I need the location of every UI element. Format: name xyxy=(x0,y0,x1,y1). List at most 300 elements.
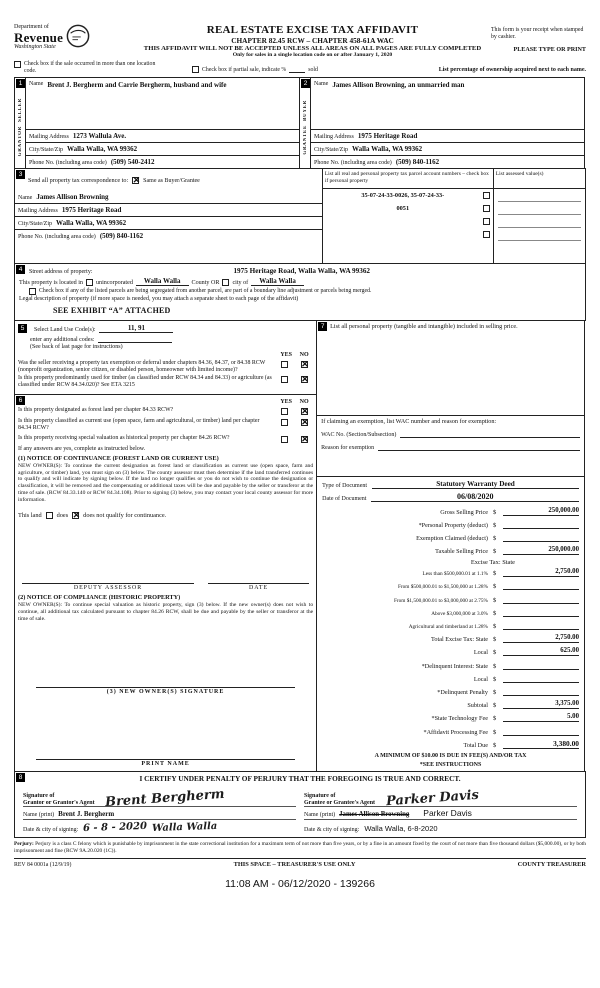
s6-q1-no-checkbox[interactable] xyxy=(301,408,308,415)
corr-address-value: 1975 Heritage Road xyxy=(61,206,122,215)
grantee-name-print-row xyxy=(304,807,577,820)
dept-small: Department of xyxy=(14,24,49,31)
notice-continuance-title: (1) NOTICE OF CONTINUANCE (FOREST LAND OR CURRENT USE) xyxy=(18,454,219,462)
corr-csz-row xyxy=(15,217,322,230)
dollar-sign: $ xyxy=(492,583,497,591)
tax-row-label: *Delinquent Interest: State xyxy=(421,662,488,670)
tax-row xyxy=(322,594,579,604)
deputy-assessor-line[interactable]: DEPUTY ASSESSOR xyxy=(22,583,194,591)
certify-statement: I CERTIFY UNDER PENALTY OF PERJURY THAT THE FOREGOING IS TRUE AND CORRECT. xyxy=(139,774,461,784)
tax-row-label: Total Excise Tax: State xyxy=(431,636,488,644)
buyer-csz-value: Walla Walla, WA 99362 xyxy=(352,145,423,154)
middle-columns xyxy=(14,320,586,772)
seller-address-label: Mailing Address xyxy=(29,134,69,141)
multi-location-check xyxy=(14,61,164,74)
tax-row-value: 3,375.00 xyxy=(503,699,579,709)
county-or-label: County OR xyxy=(191,280,220,287)
tax-computation-block xyxy=(317,477,584,771)
print-name-line[interactable]: PRINT NAME xyxy=(36,759,295,767)
section-property-location xyxy=(14,263,586,321)
s5-question-2 xyxy=(18,375,313,389)
wac-value[interactable] xyxy=(400,429,580,438)
multi-location-label: Check box if the sale occurred in more than one location code. xyxy=(24,61,156,74)
tax-row xyxy=(322,567,579,577)
tax-row-value: 250,000.00 xyxy=(503,506,579,516)
dept-of-revenue-block xyxy=(14,24,134,50)
send-correspondence-row xyxy=(15,169,322,191)
seller-phone-label: Phone No. (including area code) xyxy=(29,160,107,167)
grantee-signature-area[interactable] xyxy=(304,785,577,810)
tax-row-label: Less than $500,000.01 at 1.1% xyxy=(422,571,488,578)
seller-name-row xyxy=(26,78,299,130)
s6-q2-yes-checkbox[interactable] xyxy=(281,419,288,426)
type-of-document-row xyxy=(322,480,579,489)
buyer-csz-row xyxy=(311,143,584,156)
buyer-name-row xyxy=(311,78,584,130)
grantor-signature-area[interactable] xyxy=(23,785,296,811)
tax-row xyxy=(322,686,579,696)
s6-q1-yes-checkbox[interactable] xyxy=(281,408,288,415)
corr-address-label: Mailing Address xyxy=(18,208,58,215)
ownership-note: List percentage of ownership acquired next to each name. xyxy=(438,67,586,74)
dollar-sign: $ xyxy=(492,728,497,736)
grantor-signature-label-1: Signature of xyxy=(23,792,55,799)
reason-label: Reason for exemption xyxy=(321,445,375,452)
corr-name-row xyxy=(15,191,322,204)
does-checkbox[interactable] xyxy=(46,512,53,519)
segregated-checkbox[interactable] xyxy=(29,288,36,295)
partial-sale-checkbox[interactable] xyxy=(192,66,199,73)
buyer-csz-label: City/State/Zip xyxy=(314,147,348,154)
dept-washington-state: Washington State xyxy=(14,43,56,50)
s6-q1-text: Is this property designated as forest land per chapter 84.33 RCW? xyxy=(18,407,174,414)
dollar-sign: $ xyxy=(492,548,497,556)
tax-row xyxy=(322,712,579,722)
buyer-phone-label: Phone No. (including area code) xyxy=(314,160,392,167)
tax-row-value xyxy=(503,532,579,542)
section-4-badge: 4 xyxy=(16,265,25,274)
street-address-label: Street address of property: xyxy=(29,269,93,276)
dollar-sign: $ xyxy=(492,715,497,723)
corr-phone-label: Phone No. (including area code) xyxy=(18,234,96,241)
right-column xyxy=(316,320,585,772)
seller-phone-row xyxy=(26,156,299,168)
partial-sale-percent-blank[interactable] xyxy=(289,66,305,73)
street-address-row xyxy=(19,267,581,275)
s5-yes-no-header xyxy=(18,352,313,358)
s6-q3-text: Is this property receiving special valuation as historical property per chapter 84.26 RCW? xyxy=(18,435,230,442)
street-address-value: 1975 Heritage Road, Walla Walla, WA 99362 xyxy=(233,267,371,276)
tax-row-value: 2,750.00 xyxy=(503,633,579,643)
seller-fields xyxy=(26,78,299,168)
tax-row xyxy=(322,519,579,529)
tax-row-value xyxy=(503,726,579,736)
assessed-value-header: List assessed value(s) xyxy=(494,169,585,189)
tax-row xyxy=(322,506,579,516)
assessed-value-column xyxy=(494,169,585,263)
dollar-sign: $ xyxy=(492,534,497,542)
buyer-fields xyxy=(311,78,584,168)
type-of-document-label: Type of Document xyxy=(322,483,368,490)
tax-row-label: Total Due xyxy=(463,741,488,749)
tax-row-label: Local xyxy=(473,675,488,683)
tax-row xyxy=(322,620,579,630)
tax-row-label: Taxable Selling Price xyxy=(435,548,488,556)
tax-row-label: Gross Selling Price xyxy=(440,508,488,516)
name-print-label: Name (print) xyxy=(304,812,336,819)
grantor-signature-column xyxy=(19,785,300,834)
land-use-row xyxy=(18,324,313,333)
dept-revenue: Revenue xyxy=(14,29,64,45)
corr-csz-value: Walla Walla, WA 99362 xyxy=(56,219,127,228)
buyer-side-strip xyxy=(300,78,311,168)
tax-row xyxy=(322,607,579,617)
grantee-date-city-value: Walla Walla, 6-8-2020 xyxy=(364,824,438,834)
form-title: REAL ESTATE EXCISE TAX AFFIDAVIT xyxy=(206,24,419,36)
chapter-line: CHAPTER 82.45 RCW – CHAPTER 458-61A WAC xyxy=(231,36,394,45)
grantor-date-handwritten: 6 - 8 - 2020 xyxy=(83,821,148,835)
only-note: Only for sales in a single location code on or after January 1, 2020 xyxy=(232,52,393,58)
perjury-bold: Perjury: xyxy=(14,841,34,848)
minimum-fee-note: A MINIMUM OF $10.00 IS DUE IN FEE(S) AND/OR TAX xyxy=(374,753,527,760)
does-not-label: does not qualify for continuance. xyxy=(83,512,167,520)
date-of-document-label: Date of Document xyxy=(322,496,367,503)
receipt-timestamp: 11:08 AM - 06/12/2020 - 139266 xyxy=(225,877,375,890)
partial-sale-label-post: sold xyxy=(308,66,318,73)
seller-csz-row xyxy=(26,143,299,156)
tax-row-value xyxy=(503,673,579,683)
s6-yes-no-header xyxy=(18,399,313,405)
corr-phone-value: (509) 840-1162 xyxy=(99,232,144,241)
perjury-note xyxy=(14,841,586,855)
new-owner-signature-line[interactable]: (3) NEW OWNER(S) SIGNATURE xyxy=(36,687,295,695)
segregated-label: Check box if any of the listed parcels are being segregated from another parcel, are part of a boundary line adjustment or parcels being merged. xyxy=(39,288,372,295)
grantor-date-city-row xyxy=(23,820,296,834)
section-buyer xyxy=(299,77,585,169)
section-correspondence xyxy=(14,168,586,264)
dollar-sign: $ xyxy=(492,675,497,683)
grantee-signature-column xyxy=(300,785,581,834)
dept-text xyxy=(14,24,63,50)
county-value: Walla Walla xyxy=(136,277,189,286)
corr-name-value: James Allison Browning xyxy=(36,193,109,202)
tax-row-label: Local xyxy=(473,649,488,657)
seller-name-label: Name xyxy=(29,81,44,88)
grantee-signature-label-2: Grantee or Grantee's Agent xyxy=(304,799,376,806)
deputy-date-line[interactable]: DATE xyxy=(208,583,309,591)
s6-question-3 xyxy=(18,435,313,443)
parcel-row xyxy=(323,215,493,228)
tax-row xyxy=(322,660,579,670)
grantee-signature-label xyxy=(304,793,386,806)
section-land-use xyxy=(15,321,316,394)
section-personal-property xyxy=(317,321,584,415)
buyer-address-row xyxy=(311,130,584,143)
exhibit-a-note: SEE EXHIBIT “A” ATTACHED xyxy=(53,306,171,316)
see-back-note: (See back of last page for instructions) xyxy=(30,344,123,351)
s5-question-1 xyxy=(18,360,313,374)
tax-row-value xyxy=(503,660,579,670)
name-print-label: Name (print) xyxy=(23,812,55,819)
tax-row-value xyxy=(503,620,579,630)
grantor-name-print-row xyxy=(23,807,296,820)
s6-q2-text: Is this property classified as current use (open space, farm and agricultural, or timber) land per chapter 84.34 RCW? xyxy=(18,418,260,432)
tax-row-label: Above $3,000,000 at 3.0% xyxy=(431,610,488,617)
assessed-value-blank[interactable] xyxy=(498,202,581,215)
parties-row xyxy=(14,77,586,169)
top-checkbox-row xyxy=(14,61,586,74)
s6-q3-no-checkbox[interactable] xyxy=(301,436,308,443)
yes-header: YES xyxy=(280,352,292,359)
land-use-label: Select Land Use Code(s): xyxy=(34,327,96,334)
seller-address-row xyxy=(26,130,299,143)
warning-line: THIS AFFIDAVIT WILL NOT BE ACCEPTED UNLESS ALL AREAS ON ALL PAGES ARE FULLY COMPLETED xyxy=(143,45,482,52)
same-as-buyer-checkbox[interactable] xyxy=(132,177,139,184)
seller-side-label-2: GRANTOR xyxy=(17,126,23,157)
buyer-name-label: Name xyxy=(314,81,329,88)
tax-row xyxy=(322,726,579,736)
tax-row-value xyxy=(503,594,579,604)
assessed-value-blank[interactable] xyxy=(498,228,581,241)
grantee-signature: Parker Davis xyxy=(385,788,480,810)
multi-location-checkbox[interactable] xyxy=(14,61,21,68)
type-or-print: PLEASE TYPE OR PRINT xyxy=(513,47,586,54)
rev-number: REV 84 0001a (12/9/19) xyxy=(14,861,72,868)
s6-question-1 xyxy=(18,407,313,415)
parcel-personal-checkbox[interactable] xyxy=(483,218,490,225)
dollar-sign: $ xyxy=(492,508,497,516)
tax-row-label: *Delinquent Penalty xyxy=(437,688,488,696)
dollar-sign: $ xyxy=(492,702,497,710)
partial-sale-check xyxy=(164,61,404,74)
see-instructions-note: *SEE INSTRUCTIONS xyxy=(419,762,482,769)
grantor-signature: Brent Bergherm xyxy=(104,787,226,811)
dollar-sign: $ xyxy=(492,636,497,644)
section-1-badge: 1 xyxy=(16,79,25,88)
parcel-column-header: List all real and personal property tax parcel account numbers – check box if personal property xyxy=(323,169,493,189)
type-of-document-value: Statutory Warranty Deed xyxy=(372,480,579,489)
tax-row xyxy=(322,545,579,555)
unincorporated-label: unincorporated xyxy=(95,280,133,287)
dollar-sign: $ xyxy=(492,609,497,617)
s5-q1-yes-checkbox[interactable] xyxy=(281,361,288,368)
tax-row-label: Exemption Claimed (deduct) xyxy=(416,534,488,542)
wac-row xyxy=(321,429,580,438)
does-label: does xyxy=(56,512,69,520)
section-certification xyxy=(14,771,586,838)
s5-q1-text: Was the seller receiving a property tax exemption or deferral under chapters 84.36, 84.37, or 84.38 RCW (nonprofit organization, senior citizen, or disabled person, homeowner with limited income)? xyxy=(18,359,266,373)
tax-row-label: *State Technology Fee xyxy=(431,715,488,723)
tax-row-value: 250,000.00 xyxy=(503,545,579,555)
reason-row xyxy=(321,442,580,451)
assessed-value-blank[interactable] xyxy=(498,189,581,202)
form-footer xyxy=(14,858,586,868)
treasurer-space-label: THIS SPACE – TREASURER'S USE ONLY xyxy=(233,860,356,868)
grantee-signature-label-1: Signature of xyxy=(304,792,336,799)
dollar-sign: $ xyxy=(492,570,497,578)
parcel-number: 35-07-24-33-0026, 35-07-24-33- xyxy=(361,192,445,200)
seller-name-value: Brent J. Bergherm and Carrie Bergherm, husband and wife xyxy=(47,81,227,90)
parcel-column xyxy=(323,169,494,263)
county-treasurer-label: COUNTY TREASURER xyxy=(517,860,586,868)
date-of-document-row xyxy=(322,492,579,502)
corr-csz-label: City/State/Zip xyxy=(18,221,52,228)
tax-row-value xyxy=(503,686,579,696)
no-header: NO xyxy=(299,398,309,405)
exemption-block xyxy=(317,416,584,477)
excise-tax-state-header: Excise Tax: State xyxy=(470,558,515,566)
perjury-text: Perjury is a class C felony which is punishable by imprisonment in the state correctional institution for a maximum term of not more than five years, or by a fine in an amount fixed by the court of not more than five thousand dollars ($5,000.00), or by both imprisonment and fine (RCW 9A.20.020 (1C)). xyxy=(14,841,586,855)
yes-header: YES xyxy=(280,398,292,405)
deputy-assessor-row xyxy=(22,583,309,591)
signature-grid xyxy=(15,784,585,837)
grantee-printed-name-struck: James Allison Browning xyxy=(339,811,410,819)
title-block xyxy=(134,24,491,58)
tax-row-label: From $500,000.01 to $1,500,000 at 1.28% xyxy=(397,584,488,591)
left-column xyxy=(14,320,317,772)
grantor-signature-label-2: Grantor or Grantor's Agent xyxy=(23,799,95,806)
buyer-name-value: James Allison Browning, an unmarried man xyxy=(332,81,465,90)
segregated-row xyxy=(29,288,581,295)
wac-label: WAC No. (Section/Subsection) xyxy=(321,432,397,439)
section-seller xyxy=(14,77,300,169)
dollar-sign: $ xyxy=(492,623,497,631)
section-3-badge: 3 xyxy=(16,170,25,179)
grantee-printed-name-new: Parker Davis xyxy=(423,808,472,819)
grantee-date-city-row xyxy=(304,820,577,834)
corr-address-row xyxy=(15,204,322,217)
tax-row-label: Subtotal xyxy=(467,702,488,710)
parcel-personal-checkbox[interactable] xyxy=(483,205,490,212)
corr-name-label: Name xyxy=(18,195,33,202)
this-land-label: This land xyxy=(18,512,42,520)
receipt-note-block xyxy=(491,24,586,54)
tax-row-value xyxy=(503,519,579,529)
buyer-phone-row xyxy=(311,156,584,168)
parcel-number: 0051 xyxy=(396,205,410,213)
reason-value[interactable] xyxy=(378,442,580,451)
city-checkbox[interactable] xyxy=(222,279,229,286)
seller-csz-label: City/State/Zip xyxy=(29,147,63,154)
city-value: Walla Walla xyxy=(251,277,304,286)
seller-address-value: 1273 Wallula Ave. xyxy=(72,132,127,141)
grantor-printed-name: Brent J. Bergherm xyxy=(58,810,115,819)
s5-q2-yes-checkbox[interactable] xyxy=(281,376,288,383)
notice-continuance-body: NEW OWNER(S): To continue the current designation as forest land or classification as current use (open space, farm and agriculture, or timber) land, you must sign on (3) below. The county assessor must then determine if the land transferred continues to qualify and will indicate by signing below. If the land no longer qualifies or you do not wish to continue the designation or classification, it will be removed and the compensating or additional taxes will be due and payable by the seller or transferor at the time of sale. (RCW 84.33.140 or RCW 84.34.108). Prior to signing (3) below, you may contact your local county assessor for more information. xyxy=(18,462,314,504)
tax-row-label: *Affidavit Processing Fee xyxy=(423,728,488,736)
city-of-label: city of xyxy=(232,280,249,287)
tax-row-value: 625.00 xyxy=(503,646,579,656)
tax-row xyxy=(322,633,579,643)
s5-q1-no-checkbox[interactable] xyxy=(301,361,308,368)
send-correspondence-label: Send all property tax correspondence to: xyxy=(28,177,129,185)
tax-row xyxy=(322,673,579,683)
section-8-badge: 8 xyxy=(16,773,25,782)
tax-row-total-due xyxy=(322,739,579,749)
additional-codes-row xyxy=(18,334,313,343)
tax-row xyxy=(322,646,579,656)
no-header: NO xyxy=(299,352,309,359)
s5-q2-no-checkbox[interactable] xyxy=(301,376,308,383)
land-use-value[interactable]: 11, 91 xyxy=(99,324,173,333)
dollar-sign: $ xyxy=(492,521,497,529)
tax-row xyxy=(322,699,579,709)
s6-question-2 xyxy=(18,418,313,432)
located-pre: This property is located in xyxy=(19,280,83,287)
tax-row-label: *Personal Property (deduct) xyxy=(418,521,488,529)
additional-codes-value[interactable] xyxy=(98,334,172,343)
dollar-sign: $ xyxy=(492,596,497,604)
parcel-personal-checkbox[interactable] xyxy=(483,231,490,238)
section-2-badge: 2 xyxy=(301,79,310,88)
dollar-sign: $ xyxy=(492,662,497,670)
personal-property-header: List all personal property (tangible and intangible) included in selling price. xyxy=(330,323,518,331)
tax-row-label: From $1,500,000.01 to $3,000,000 at 2.75% xyxy=(393,597,488,604)
tax-row-value: 3,380.00 xyxy=(503,739,579,749)
tax-row-value xyxy=(503,580,579,590)
section-7-badge: 7 xyxy=(318,322,327,331)
date-city-label: Date & city of signing: xyxy=(23,827,79,834)
tax-row xyxy=(322,580,579,590)
tax-row-value: 5.00 xyxy=(503,712,579,722)
continuance-qualify-row xyxy=(18,512,313,519)
unincorporated-checkbox[interactable] xyxy=(86,279,93,286)
buyer-address-label: Mailing Address xyxy=(314,134,354,141)
parcel-row xyxy=(323,189,493,202)
seller-phone-value: (509) 540-2412 xyxy=(110,158,155,167)
seller-side-label-1: SELLER xyxy=(17,98,23,123)
section-designation xyxy=(15,395,316,772)
additional-codes-label: enter any additional codes: xyxy=(30,337,95,344)
date-city-label: Date & city of signing: xyxy=(304,827,360,834)
section-5-badge: 5 xyxy=(18,324,27,333)
notice-compliance-title: (2) NOTICE OF COMPLIANCE (HISTORIC PROPERTY) xyxy=(18,594,181,602)
tax-row-value: 2,750.00 xyxy=(503,567,579,577)
dollar-sign: $ xyxy=(492,741,497,749)
date-of-document-value: 06/08/2020 xyxy=(371,492,579,502)
form-header xyxy=(14,24,586,58)
seller-side-strip xyxy=(15,78,26,168)
tax-row-label: Agricultural and timberland at 1.28% xyxy=(408,624,488,631)
corr-phone-row xyxy=(15,230,322,242)
legal-description-label: Legal description of property (if more space is needed, you may attach a separate sheet to each page of the affidavit) xyxy=(19,296,299,303)
correspondence-column xyxy=(15,169,323,263)
parcel-row xyxy=(323,228,493,241)
dollar-sign: $ xyxy=(492,649,497,657)
dollar-sign: $ xyxy=(492,688,497,696)
s6-q3-yes-checkbox[interactable] xyxy=(281,436,288,443)
parcel-personal-checkbox[interactable] xyxy=(483,192,490,199)
seller-csz-value: Walla Walla, WA 99362 xyxy=(67,145,138,154)
buyer-side-label-2: GRANTEE xyxy=(302,125,308,155)
s5-q2-text: Is this property predominantly used for timber (as classified under RCW 84.34 and 84.33) or agriculture (as classified under RCW 84.34.020)? See ETA 3215 xyxy=(18,375,272,389)
section-6-badge: 6 xyxy=(16,396,25,405)
partial-sale-label-pre: Check box if partial sale, indicate % xyxy=(202,66,287,73)
notice-compliance-body: NEW OWNER(S): To continue special valuation as historic property, sign (3) below. If the new owner(s) does not wish to continue, all additional tax calculated pursuant to chapter 84.26 RCW, shall be due and payable by the seller or transferor at the time of sale. xyxy=(18,602,314,623)
exemption-header: If claiming an exemption, list WAC number and reason for exemption: xyxy=(321,417,497,425)
buyer-side-label-1: BUYER xyxy=(302,99,308,121)
tax-row-value xyxy=(503,607,579,617)
buyer-phone-value: (509) 840-1162 xyxy=(395,158,440,167)
grantor-signature-label xyxy=(23,793,105,806)
s6-q2-no-checkbox[interactable] xyxy=(301,419,308,426)
tax-row xyxy=(322,532,579,542)
receipt-note: This form is your receipt when stamped by cashier. xyxy=(491,27,584,40)
does-not-checkbox[interactable] xyxy=(72,512,79,519)
assessed-value-blank[interactable] xyxy=(498,215,581,228)
located-in-row xyxy=(19,277,581,286)
parcel-row xyxy=(323,202,493,215)
